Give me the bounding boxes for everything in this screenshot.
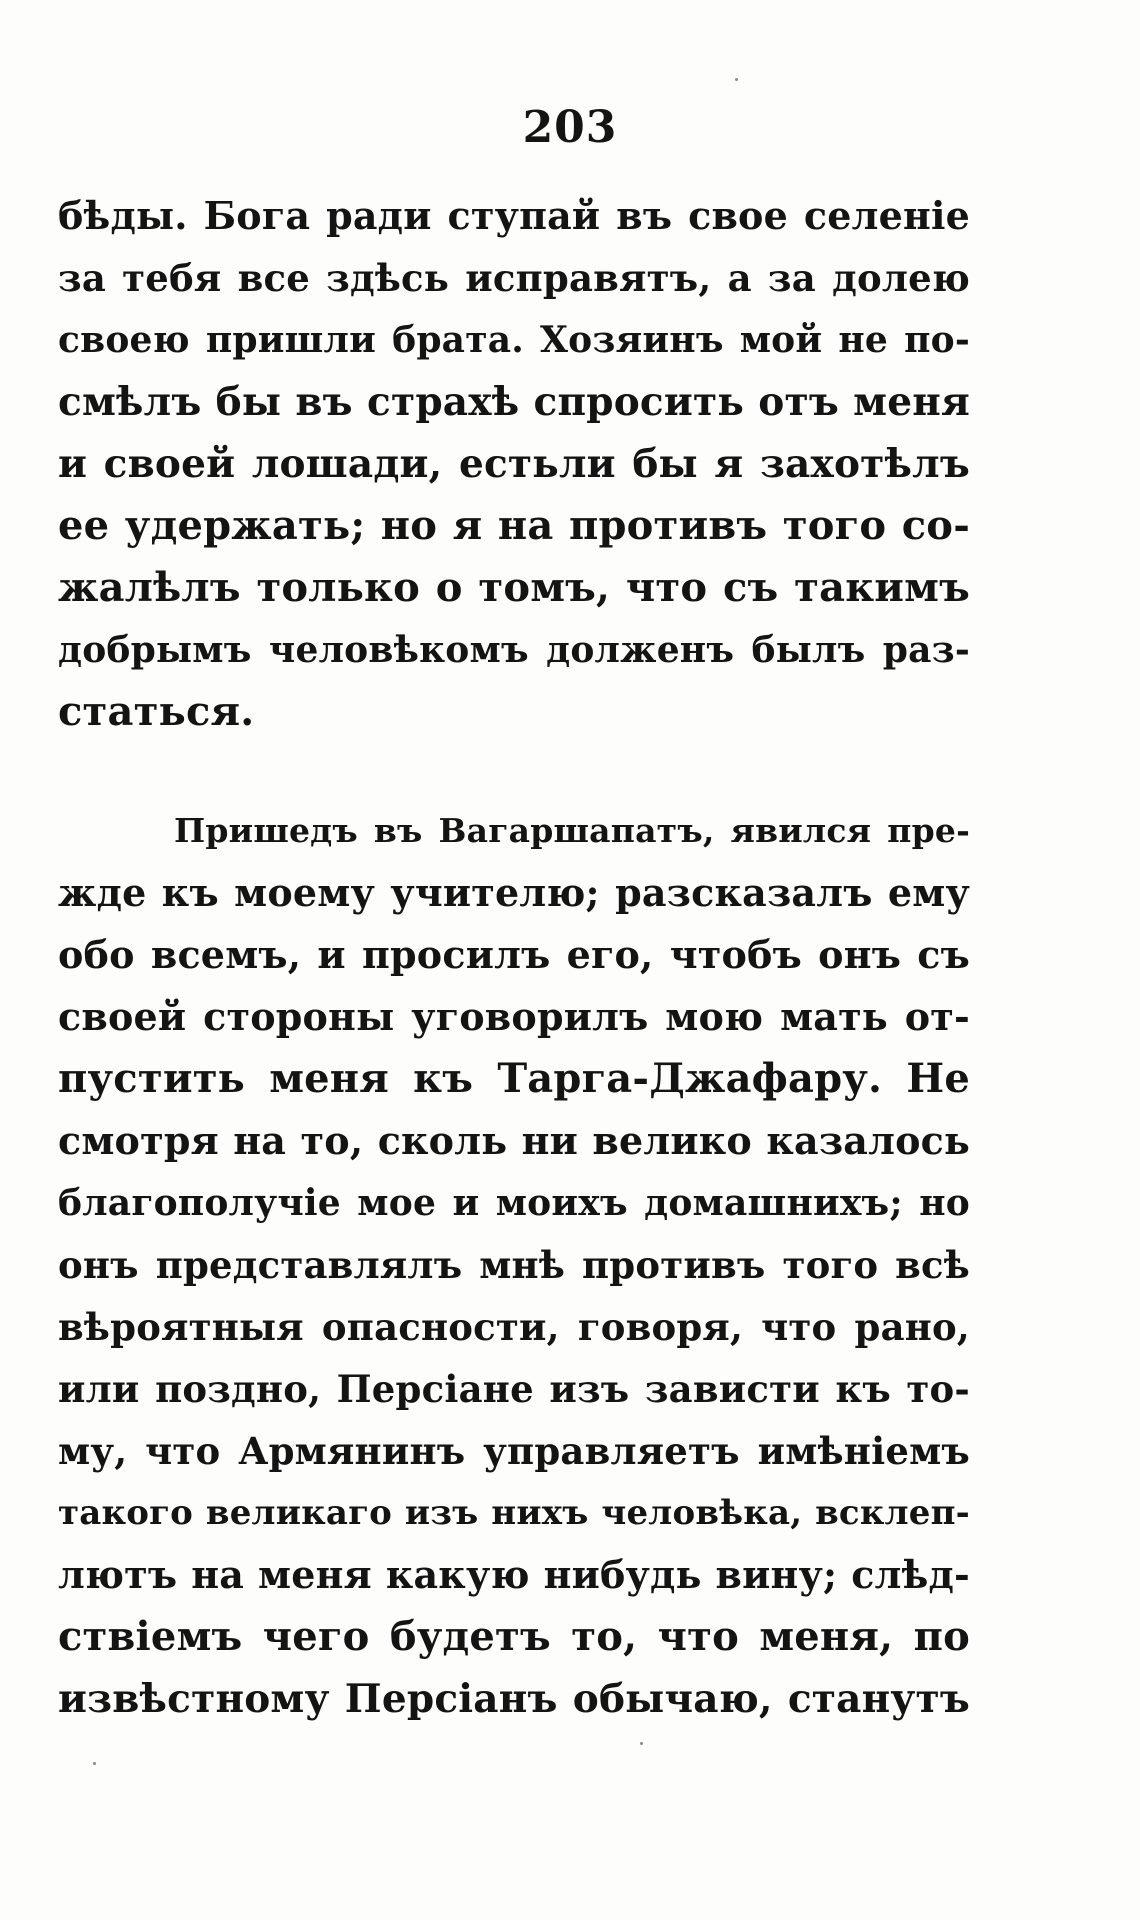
text-line: такого великаго изъ нихъ человѣка, всклеп-	[58, 1493, 970, 1533]
text-line: му, что Армянинъ управляетъ имѣніемъ	[58, 1429, 970, 1473]
text-line: своею пришли брата. Хозяинъ мой не по-	[58, 319, 970, 361]
text-line: своей стороны уговорилъ мою мать от-	[58, 994, 970, 1039]
text-line: обо всемъ, и просилъ его, чтобъ онъ съ	[58, 932, 970, 977]
text-line: бѣды. Бога ради ступай въ свое селеніе	[58, 193, 970, 238]
text-line: или поздно, Персіане изъ зависти къ то-	[58, 1367, 970, 1411]
text-line: смѣлъ бы въ страхѣ спросить отъ меня	[58, 379, 970, 425]
text-line: онъ представлялъ мнѣ противъ того всѣ	[58, 1243, 970, 1287]
text-line: и своей лошади, естьли бы я захотѣлъ	[58, 441, 970, 487]
text-line: смотря на то, сколь ни велико казалось	[58, 1118, 970, 1163]
text-line: извѣстному Персіанъ обычаю, станутъ	[58, 1676, 970, 1722]
text-line: за тебя все здѣсь исправятъ, а за долею	[58, 256, 970, 300]
text-line: добрымъ человѣкомъ долженъ былъ раз-	[58, 629, 970, 671]
text-line: лютъ на меня какую нибудь вину; слѣд-	[58, 1552, 970, 1597]
text-line: жде къ моему учителю; разсказалъ ему	[58, 870, 970, 915]
text-line: ствіемъ чего будетъ то, что меня, по	[58, 1613, 970, 1660]
text-line: жалѣлъ только о томъ, что съ такимъ	[58, 564, 970, 611]
text-line: пустить меня къ Тарга-Джафару. Не	[58, 1055, 970, 1102]
paper-speck	[640, 1742, 643, 1745]
paragraph-2	[58, 800, 970, 1730]
paragraph-1	[58, 185, 970, 743]
paper-speck	[735, 78, 738, 81]
text-line: благополучіе мое и моихъ домашнихъ; но	[58, 1182, 970, 1224]
text-line: вѣроятныя опасности, говоря, что рано,	[58, 1305, 970, 1349]
text-line: ее удержать; но я на противъ того со-	[58, 502, 970, 549]
page-number: 203	[522, 102, 618, 153]
text-line: Пришедъ въ Вагаршапатъ, явился пре-	[174, 811, 970, 850]
text-line: статься.	[58, 688, 255, 735]
paper-speck	[93, 1762, 96, 1765]
